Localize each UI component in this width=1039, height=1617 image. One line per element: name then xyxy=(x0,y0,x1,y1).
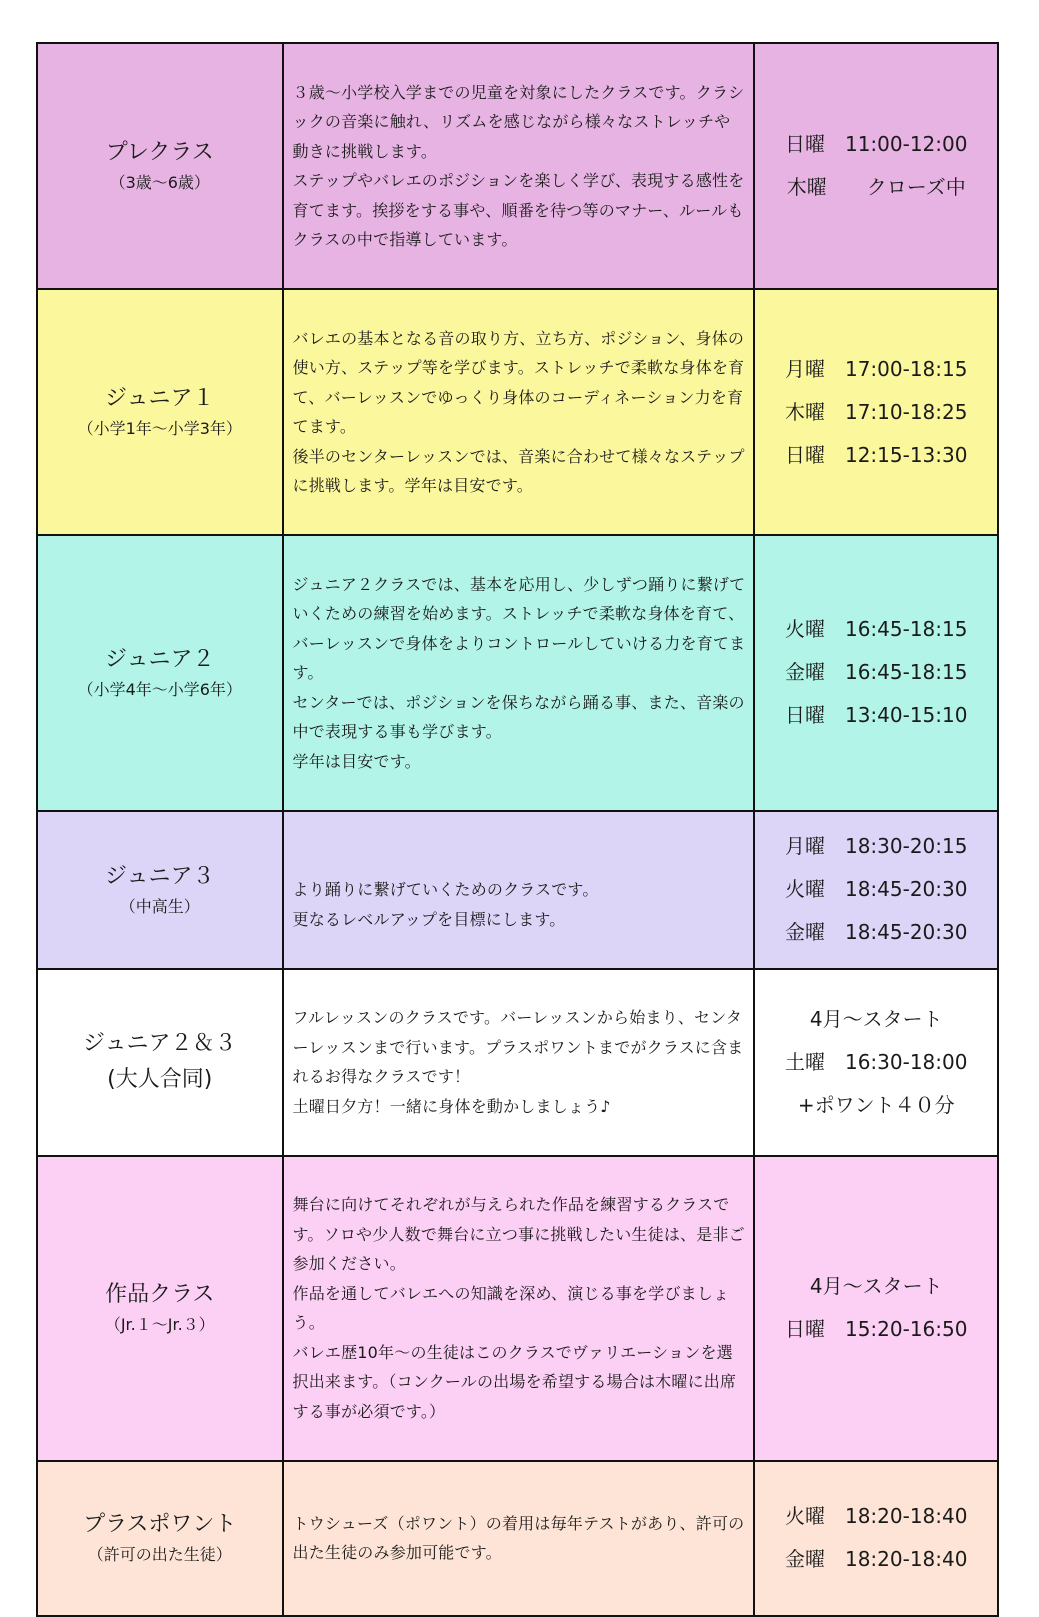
class-row-plus-pointe xyxy=(37,1461,998,1616)
class-name-cell xyxy=(37,1461,283,1616)
schedule-time: 日曜 12:15-13:30 xyxy=(784,442,968,467)
class-description-cell xyxy=(283,811,755,969)
schedule-time: 4月〜スタート xyxy=(809,1006,943,1031)
schedule-time: 4月〜スタート xyxy=(809,1274,943,1298)
schedule-time: 火曜 18:20-18:40 xyxy=(784,1504,968,1528)
schedule-time: 日曜 13:40-15:10 xyxy=(784,703,968,728)
class-row-pre xyxy=(37,43,998,289)
class-schedule-cell xyxy=(754,811,998,969)
class-row-repertoire xyxy=(37,1156,998,1461)
class-schedule-cell xyxy=(754,1461,998,1616)
class-name: プレクラス xyxy=(105,140,214,165)
class-schedule-cell xyxy=(754,1156,998,1461)
class-name: ジュニア２ xyxy=(104,646,215,672)
class-name-cell xyxy=(37,811,283,969)
class-name-cell xyxy=(37,969,283,1156)
class-description: ジュニア２クラスでは、基本を応用し、少しずつ踊りに繋げていくための練習を始めます。ストレッチで柔軟な身体を育て、バーレッスンで身体をよりコントロールしていける力を育てます。 センターでは、ポジションを保ちながら踊る事、また、音楽の中で表現する事も学びます。 学年は目安です。 xyxy=(292,574,746,771)
class-name-cell xyxy=(37,1156,283,1461)
class-name: ジュニア２＆３ xyxy=(82,1031,237,1056)
class-description: フルレッスンのクラスです。バーレッスンから始まり、センターレッスンまで行います。プラスポワントまでがクラスに含まれるお得なクラスです！ 土曜日夕方！一緒に身体を動かしましょう♪ xyxy=(292,1008,744,1116)
class-description-cell xyxy=(283,289,755,535)
class-row-junior3 xyxy=(37,811,998,969)
class-age-range: （中高生） xyxy=(119,896,200,916)
class-description: バレエの基本となる音の取り方、立ち方、ポジション、身体の使い方、ステップ等を学びます。ストレッチで柔軟な身体を育て、バーレッスンでゆっくり身体のコーディネーション力を育てます。 後半のセンターレッスンでは、音楽に合わせて様々なステップに挑戦します。学年は目安です。 xyxy=(292,328,745,495)
class-age-range: （3歳〜6歳） xyxy=(109,173,210,192)
class-name-cell xyxy=(37,535,283,811)
class-name-cell xyxy=(37,43,283,289)
schedule-time: +ポワント４０分 xyxy=(797,1092,955,1117)
class-name-cell xyxy=(37,289,283,535)
schedule-time: 日曜 15:20-16:50 xyxy=(784,1317,968,1341)
class-name: プラスポワント xyxy=(83,1512,237,1537)
schedule-time: 土曜 16:30-18:00 xyxy=(784,1049,968,1074)
class-row-junior1 xyxy=(37,289,998,535)
schedule-time: 木曜 クローズ中 xyxy=(786,175,966,199)
class-name: ジュニア１ xyxy=(104,386,215,411)
schedule-time: 金曜 16:45-18:15 xyxy=(784,660,968,685)
class-schedule-table xyxy=(36,42,999,1617)
schedule-time: 火曜 16:45-18:15 xyxy=(784,617,968,642)
schedule-time: 火曜 18:45-20:30 xyxy=(784,877,968,901)
class-schedule-cell xyxy=(754,969,998,1156)
schedule-time: 金曜 18:45-20:30 xyxy=(784,920,968,944)
class-age-range: （小学4年〜小学6年） xyxy=(77,679,242,699)
class-age-range: （Jr.１〜Jr.３） xyxy=(104,1315,215,1334)
schedule-time: 木曜 17:10-18:25 xyxy=(784,399,968,424)
schedule-time: 月曜 18:30-20:15 xyxy=(784,834,968,858)
class-description-cell xyxy=(283,1156,755,1461)
class-description: ３歳〜小学校入学までの児童を対象にしたクラスです。クラシックの音楽に触れ、リズムを感じながら様々なストレッチや動きに挑戦します。 ステップやバレエのポジションを楽しく学び、表現する感性を育てます。挨拶をする事や、順番を待つ等のマナー、ルールもクラスの中で指導しています。 xyxy=(292,82,745,249)
class-name: ジュニア３ xyxy=(104,863,215,889)
class-description-cell xyxy=(283,1461,755,1616)
class-schedule-cell xyxy=(754,535,998,811)
schedule-time: 月曜 17:00-18:15 xyxy=(784,356,968,381)
class-description: トウシューズ（ポワント）の着用は毎年テストがあり、許可の出た生徒のみ参加可能です。 xyxy=(292,1513,745,1562)
class-row-junior2 xyxy=(37,535,998,811)
class-age-range: （許可の出た生徒） xyxy=(87,1545,232,1564)
class-schedule-cell xyxy=(754,43,998,289)
class-description-cell xyxy=(283,969,755,1156)
class-description-cell xyxy=(283,535,755,811)
class-description-cell xyxy=(283,43,755,289)
schedule-time: 金曜 18:20-18:40 xyxy=(784,1547,968,1571)
class-schedule-cell xyxy=(754,289,998,535)
class-name: 作品クラス xyxy=(105,1282,215,1307)
class-age-range: （小学1年〜小学3年） xyxy=(77,419,242,438)
class-row-junior23-adult xyxy=(37,969,998,1156)
class-age-range: (大人合同) xyxy=(107,1067,213,1092)
class-description: 舞台に向けてそれぞれが与えられた作品を練習するクラスです。ソロや少人数で舞台に立つ事に挑戦したい生徒は、是非ご参加ください。 作品を通してバレエへの知識を深め、演じる事を学びましょう。 バレエ歴10年〜の生徒はこのクラスでヴァリエーションを選択出来ます。（コンクールの出場を希望する場合は木曜に出席する事が必須です。） xyxy=(292,1195,745,1421)
schedule-time: 日曜 11:00-12:00 xyxy=(784,132,968,156)
class-description: より踊りに繋げていくためのクラスです。 更なるレベルアップを目標にします。 xyxy=(292,880,599,929)
